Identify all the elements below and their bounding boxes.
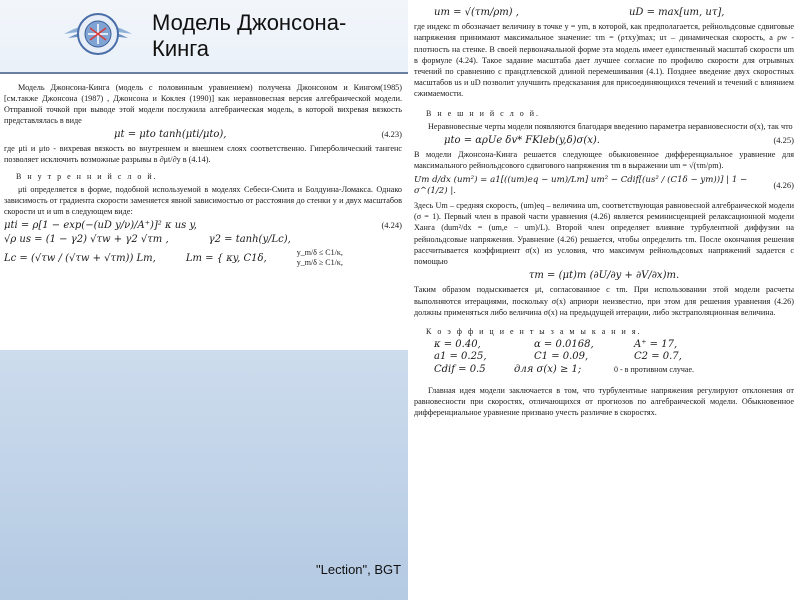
equation-4-24-formula: μti = ρ[1 − exp(−(uD y/ν)/A⁺)]² κ us y,	[4, 220, 197, 231]
coef-cdif: Cdif = 0.5	[434, 363, 486, 375]
equation-us: √ρ us = (1 − γ2) √τw + γ2 √τm ,	[4, 234, 169, 245]
coefficients-row-1	[434, 339, 794, 350]
outer-layer-paragraph: Неравновесные черты модели появляются благодаря введению параметра неравновесности σ(x), так что	[428, 121, 793, 131]
after-4-23-paragraph: где μti и μto - вихревая вязкость во внутреннем и внешнем слоях соответственно. Гиперболический тангенс позволяет исключить возможные разрывы в ∂μt/∂y в (4.14).	[4, 144, 402, 164]
equation-4-26	[414, 175, 794, 197]
equation-lm-conditions	[297, 248, 343, 268]
coef-a1: a1 = 0.25,	[434, 351, 487, 363]
main-idea-paragraph: Главная идея модели заключается в том, что турбулентные напряжения регулируют отклонения от равновесности при скоростях, отличающихся от прогнозов по алгебраической модели. Обыкновенное дифференциальное уравнение призвано учесть различие в скоростях.	[414, 385, 794, 418]
equation-um: um = √(τm/ρm) ,	[434, 7, 519, 18]
coefficients-row-3	[434, 364, 794, 375]
right-scan-page	[408, 0, 800, 600]
equation-lm: Lm = { κy, C1δ,	[185, 252, 267, 264]
equation-4-25-formula: μto = αρUe δv* FKleb(y,δ)σ(x).	[444, 135, 600, 147]
left-scan-page	[0, 72, 408, 350]
equation-4-26-number: (4.26)	[773, 180, 794, 191]
university-logo	[62, 4, 134, 64]
equation-4-24-number: (4.24)	[381, 220, 402, 230]
equation-4-25	[414, 135, 794, 146]
inner-layer-paragraph: μti определяется в форме, подобной используемой в моделях Себеси-Смита и Болдуина-Ломакса. Однако зависимость от градиента скорости заменяется явной зависимостью от расстояния до стенки y и двух масштабов скорости uτ и um в следующем виде:	[4, 185, 402, 216]
equation-lm-condition-1: y_m/δ ≤ C1/κ,	[296, 248, 343, 257]
coef-cdif-condition: для σ(x) ≥ 1;	[514, 363, 582, 375]
outer-layer-heading: В н е ш н и й с л о й.	[426, 108, 540, 118]
equation-lc-row	[4, 248, 402, 268]
equation-4-24	[4, 220, 402, 231]
footer-label: "Lection", BGT	[316, 562, 402, 577]
coef-c2: C2 = 0.7,	[634, 351, 682, 363]
index-m-paragraph: где индекс m обозначает величину в точке y = ym, в которой, как предполагается, рейнольдсовые сдвиговые напряжения принимают максимальное значение: τm = (ρτxy)max; uτ – динамическая скорость, а ρw - плотность на стенке. В своей первоначальной форме эта модель имеет единственный масштаб скорости um в формуле (4.24). Такое задание масштаба дает лучшее согласие по профилю скорости для отрывных течений по сравнению с прандтлевской длиной перемешивания (4.1). Позднее введение двух скоростных масштабов us и uD позволит улучшить предсказания для присоединяющихся течений и течений с влиянием сжимаемости.	[414, 22, 794, 99]
inner-layer-heading: В н у т р е н н и й с л о й.	[16, 172, 158, 181]
coefficients-row-2	[434, 351, 794, 362]
equation-gamma: γ2 = tanh(y/Lc),	[208, 234, 291, 245]
coef-a-plus: A⁺ = 17,	[634, 339, 678, 351]
intro-paragraph: Модель Джонсона-Кинга (модель с половинным уравнением) получена Джонсоном и Кингом(1985) [см.также Джонсона (1987) , Джонсона и Коклея (1990)] как неравновесная версия алгебраической модели. Отправной точкой при выводе этой модели послужила алгебраическая модель, в которой вихревая вязкость представлялась в виде	[4, 83, 402, 125]
coef-kappa: κ = 0.40,	[434, 339, 481, 351]
equation-tau-m: τm = (μt)m (∂U/∂y + ∂V/∂x)m.	[528, 270, 680, 282]
equation-4-23-number: (4.23)	[381, 129, 402, 139]
explanation-paragraph: Здесь Um – средняя скорость, (um)eq – величина um, соответствующая равновесной алгебраической модели (σ = 1). Первый член в правой части уравнения (4.26) является реминисценцией релаксационной модели Ханга (dum²/dx = (um,e − um)/L). Второй член определяет влияние турбулентной диффузии на рейнольдсовые напряжения. Уравнение (4.26) решается, чтобы определить τm. После окончания решения рассчитывается коэффициент σ(x) из условия, что максимум рейнольдсовых напряжений задается с помощью	[414, 201, 794, 267]
equation-4-25-number: (4.25)	[773, 135, 794, 146]
coef-c1: C1 = 0.09,	[534, 351, 589, 363]
equation-4-23	[4, 129, 402, 140]
equation-4-26-formula: Um d/dx (um²) = a1[((um)eq − um)/Lm] um² − Cdif[(us² / (C1δ − ym))] | 1 − σ^(1/2) |.	[414, 174, 748, 196]
coef-cdif-otherwise: 0 - в противном случае.	[614, 364, 695, 374]
equation-lm-condition-2: y_m/δ ≥ C1/κ,	[296, 258, 343, 267]
equation-um-row	[434, 7, 794, 18]
equation-us-row	[4, 234, 402, 245]
iteration-paragraph: Таким образом подыскивается μt, согласованное с τm. При использовании этой модели расчеты выполняются итерациями, поскольку σ(x) априори неизвестно, при этом для решения уравнения (4.26) должны применяться либо величина σ(x) на предыдущей итерации, либо экстраполяционная величина.	[414, 285, 794, 317]
equation-lc: Lc = (√τw / (√τw + √τm)) Lm,	[4, 252, 156, 264]
closure-coefficients-heading: К о э ф ф и ц и е н т ы з а м ы к а н и я.	[426, 327, 642, 337]
slide-title: Модель Джонсона-Кинга	[152, 10, 347, 61]
equation-4-23-formula: μt = μto tanh(μti/μto),	[114, 129, 227, 140]
equation-ud: uD = max[um, uτ],	[628, 7, 725, 18]
ode-intro-paragraph: В модели Джонсона-Кинга решается следующее обыкновенное дифференциальное уравнение для максимального рейнольдсового сдвигового напряжения τm в выражении um = √(τm/ρm).	[414, 150, 794, 171]
coef-alpha: α = 0.0168,	[534, 339, 594, 351]
